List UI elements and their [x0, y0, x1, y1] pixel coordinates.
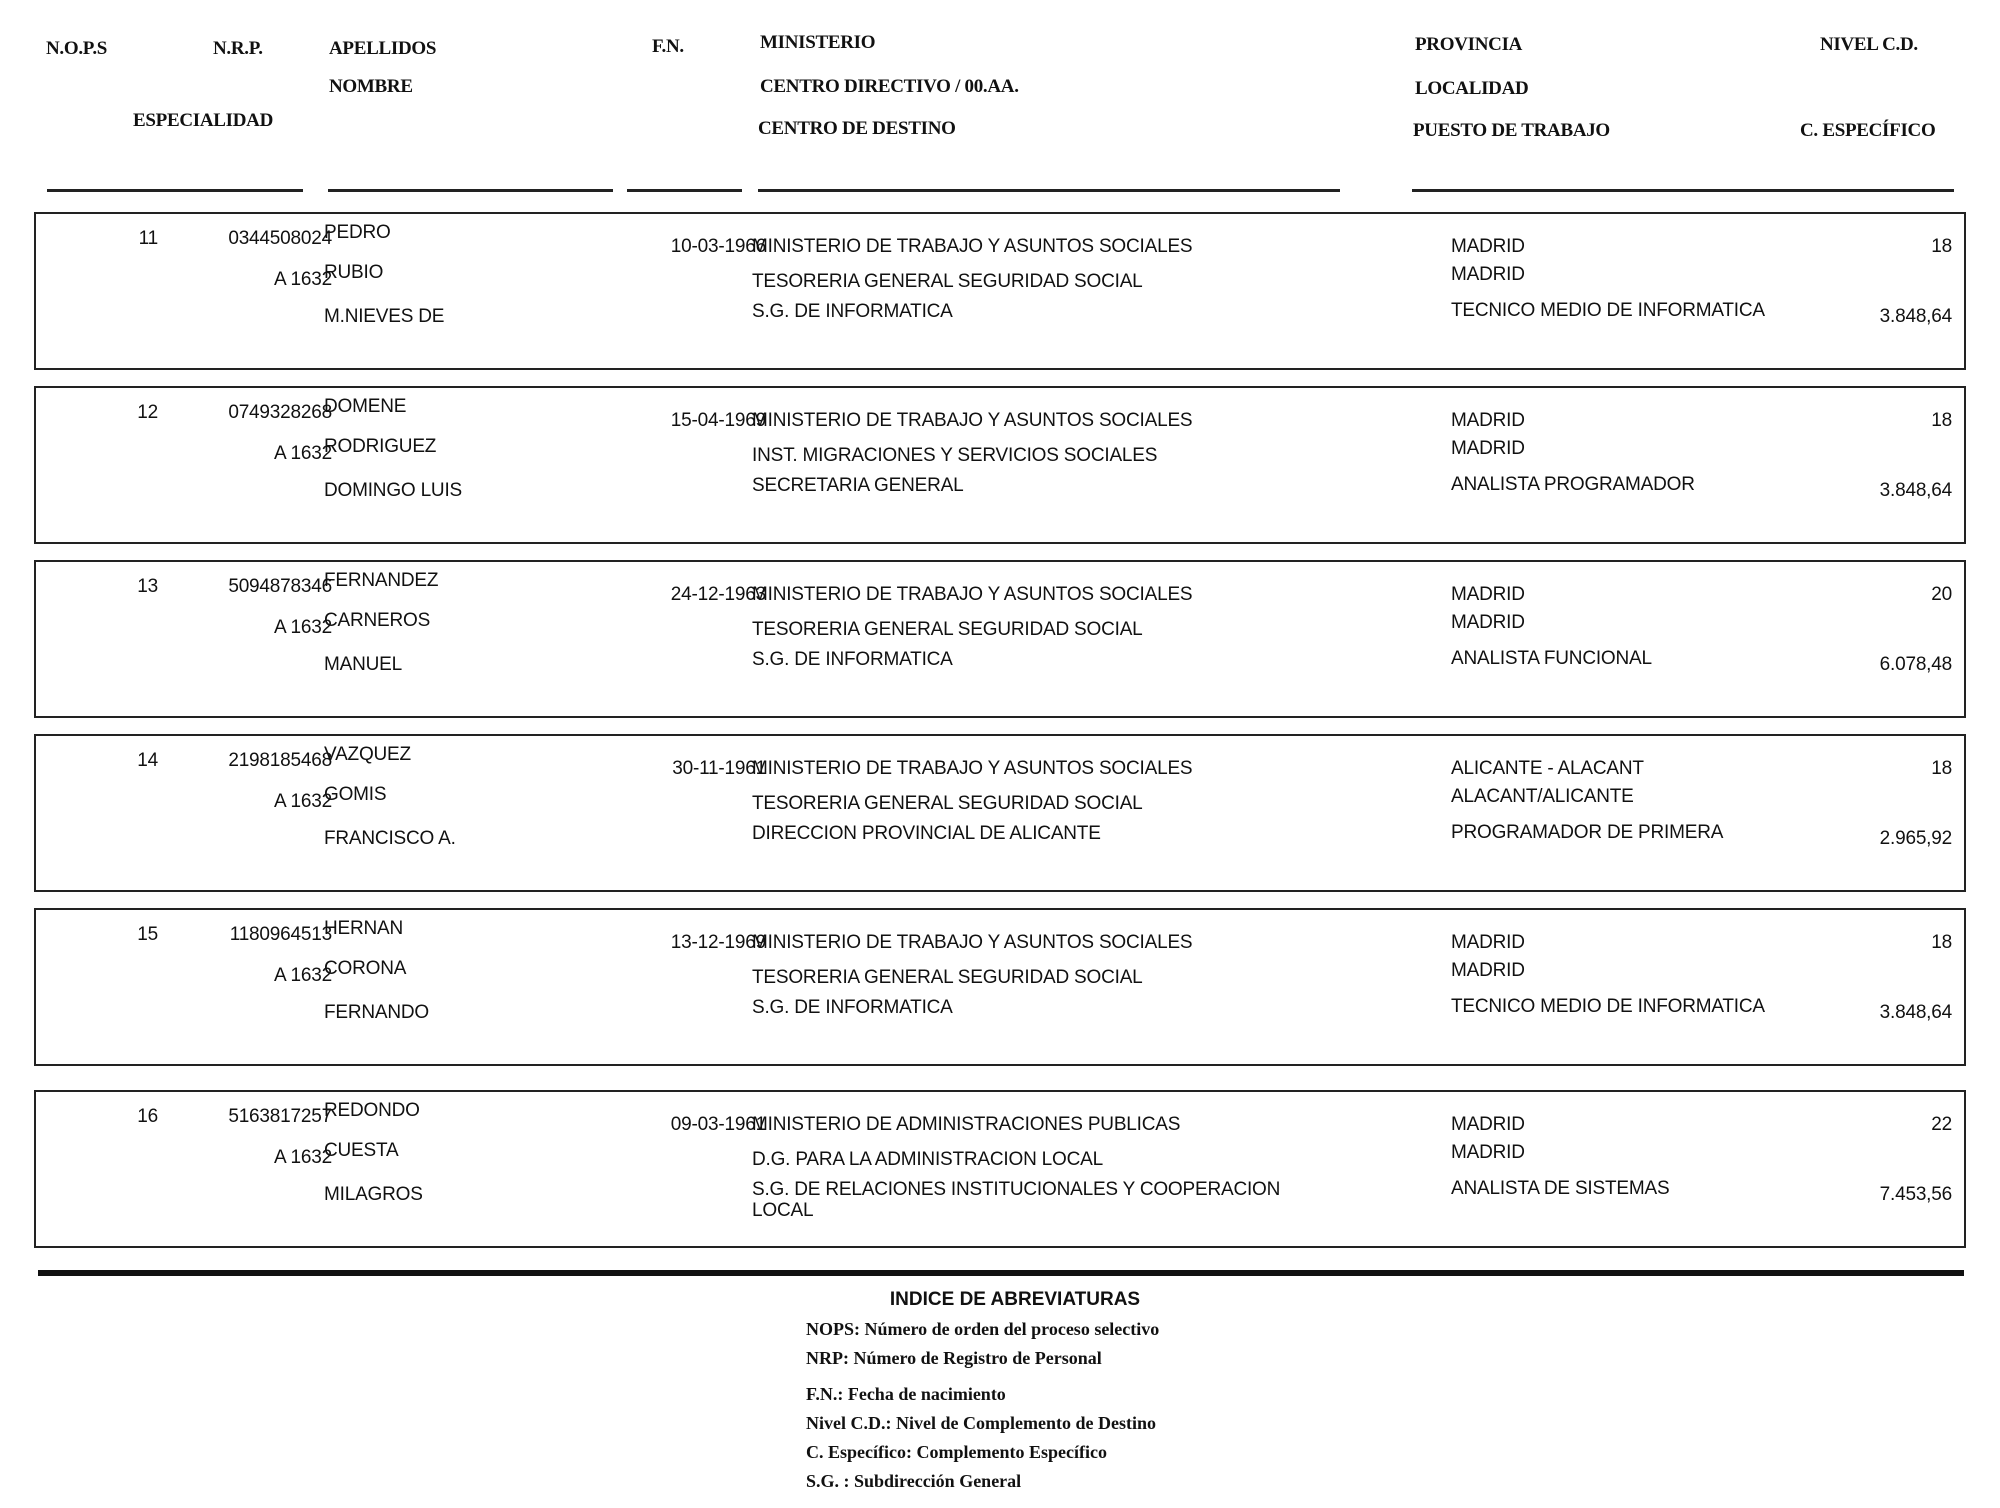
record-ministerio: MINISTERIO DE TRABAJO Y ASUNTOS SOCIALES [752, 584, 1193, 605]
record-nivel: 18 [1931, 410, 1952, 431]
record-row [34, 212, 1966, 370]
record-ap1: FERNANDEZ [324, 570, 439, 591]
record-nombre: DOMINGO LUIS [324, 480, 463, 501]
record-ap2: CUESTA [324, 1140, 399, 1161]
record-ap2: RODRIGUEZ [324, 436, 437, 457]
record-centro-directivo: TESORERIA GENERAL SEGURIDAD SOCIAL [752, 619, 1143, 640]
record-ap2: RUBIO [324, 262, 384, 283]
record-ap2: CORONA [324, 958, 407, 979]
record-nrp: 0749328268 [228, 402, 332, 423]
header-fn: F.N. [652, 36, 684, 57]
record-fn: 13-12-1969 [670, 932, 766, 953]
record-nrp: 2198185468 [228, 750, 332, 771]
record-centro-directivo: TESORERIA GENERAL SEGURIDAD SOCIAL [752, 271, 1143, 292]
record-centro-destino: SECRETARIA GENERAL [752, 475, 964, 496]
record-centro-directivo: INST. MIGRACIONES Y SERVICIOS SOCIALES [752, 445, 1158, 466]
header-underline [758, 189, 1340, 192]
record-row [34, 908, 1966, 1066]
record-ap1: VAZQUEZ [324, 744, 411, 765]
record-nops: 11 [138, 228, 158, 249]
record-nombre: FERNANDO [324, 1002, 430, 1023]
index-item: Nivel C.D.: Nivel de Complemento de Destino [806, 1413, 1156, 1433]
record-ministerio: MINISTERIO DE TRABAJO Y ASUNTOS SOCIALES [752, 236, 1193, 257]
record-centro-directivo: D.G. PARA LA ADMINISTRACION LOCAL [752, 1149, 1103, 1170]
record-nivel: 22 [1931, 1114, 1952, 1135]
record-esp: A 1632 [274, 1147, 332, 1168]
record-centro-directivo: TESORERIA GENERAL SEGURIDAD SOCIAL [752, 793, 1143, 814]
record-especifico: 3.848,64 [1879, 480, 1952, 501]
record-centro-destino: S.G. DE INFORMATICA [752, 301, 953, 322]
record-nombre: M.NIEVES DE [324, 306, 445, 327]
separator-line [38, 1270, 1964, 1276]
record-localidad: ALACANT/ALICANTE [1451, 786, 1634, 807]
header-ministerio: MINISTERIO [760, 32, 876, 53]
header-underline [328, 189, 613, 192]
record-nops: 14 [137, 750, 158, 771]
record-localidad: MADRID [1451, 1142, 1525, 1163]
record-provincia: MADRID [1451, 236, 1525, 257]
record-puesto: TECNICO MEDIO DE INFORMATICA [1451, 300, 1765, 321]
record-fn: 24-12-1963 [670, 584, 766, 605]
record-provincia: ALICANTE - ALACANT [1451, 758, 1644, 779]
record-nivel: 18 [1931, 236, 1952, 257]
record-ap1: HERNAN [324, 918, 404, 939]
record-nrp: 1180964513 [229, 924, 332, 945]
header-underline [47, 189, 303, 192]
record-ap2: GOMIS [324, 784, 387, 805]
record-nombre: MILAGROS [324, 1184, 423, 1205]
header-apellidos: APELLIDOS [329, 38, 437, 59]
header-underline [627, 189, 742, 192]
record-nrp: 0344508024 [228, 228, 332, 249]
index-item: C. Específico: Complemento Específico [806, 1442, 1107, 1462]
header-localidad: LOCALIDAD [1415, 78, 1529, 99]
record-nops: 15 [137, 924, 158, 945]
record-fn: 30-11-1961 [672, 758, 766, 779]
record-ap1: DOMENE [324, 396, 407, 417]
header-puesto: PUESTO DE TRABAJO [1413, 120, 1610, 141]
record-nrp: 5163817257 [228, 1106, 332, 1127]
record-ministerio: MINISTERIO DE TRABAJO Y ASUNTOS SOCIALES [752, 758, 1193, 779]
record-especifico: 7.453,56 [1879, 1184, 1952, 1205]
record-fn: 10-03-1966 [670, 236, 766, 257]
index-item: S.G. : Subdirección General [806, 1471, 1022, 1491]
record-especifico: 3.848,64 [1879, 1002, 1952, 1023]
record-nops: 16 [137, 1106, 158, 1127]
record-centro-destino: DIRECCION PROVINCIAL DE ALICANTE [752, 823, 1101, 844]
index-title: INDICE DE ABREVIATURAS [889, 1289, 1141, 1310]
record-ministerio: MINISTERIO DE TRABAJO Y ASUNTOS SOCIALES [752, 410, 1193, 431]
record-localidad: MADRID [1451, 438, 1525, 459]
record-ap2: CARNEROS [324, 610, 431, 631]
record-centro-destino: S.G. DE INFORMATICA [752, 649, 953, 670]
record-localidad: MADRID [1451, 960, 1525, 981]
index-item: NOPS: Número de orden del proceso selectivo [806, 1319, 1160, 1339]
header-nops: N.O.P.S [46, 38, 108, 59]
header-centro-directivo: CENTRO DIRECTIVO / 00.AA. [760, 76, 1019, 97]
record-provincia: MADRID [1451, 932, 1525, 953]
record-nivel: 18 [1931, 758, 1952, 779]
record-esp: A 1632 [274, 791, 332, 812]
record-fn: 15-04-1969 [670, 410, 766, 431]
record-fn: 09-03-1961 [670, 1114, 766, 1135]
header-nrp: N.R.P. [213, 38, 263, 59]
header-centro-destino: CENTRO DE DESTINO [758, 118, 956, 139]
record-row [34, 386, 1966, 544]
index-item: NRP: Número de Registro de Personal [806, 1348, 1102, 1368]
record-nivel: 18 [1931, 932, 1952, 953]
record-row [34, 734, 1966, 892]
record-nops: 12 [137, 402, 158, 423]
record-puesto: TECNICO MEDIO DE INFORMATICA [1451, 996, 1765, 1017]
record-centro-destino: S.G. DE RELACIONES INSTITUCIONALES Y COOPERACION LOCAL [752, 1179, 1281, 1221]
record-esp: A 1632 [274, 443, 332, 464]
header-underline [1412, 189, 1954, 192]
record-puesto: PROGRAMADOR DE PRIMERA [1451, 822, 1724, 843]
record-nops: 13 [137, 576, 158, 597]
record-nrp: 5094878346 [228, 576, 332, 597]
record-row [34, 560, 1966, 718]
record-ap1: PEDRO [324, 222, 391, 243]
record-nombre: MANUEL [324, 654, 402, 675]
record-localidad: MADRID [1451, 264, 1525, 285]
record-nombre: FRANCISCO A. [324, 828, 456, 849]
record-especifico: 2.965,92 [1879, 828, 1952, 849]
record-puesto: ANALISTA DE SISTEMAS [1451, 1178, 1670, 1199]
header-especifico: C. ESPECÍFICO [1800, 120, 1936, 141]
record-especifico: 6.078,48 [1879, 654, 1952, 675]
record-puesto: ANALISTA FUNCIONAL [1451, 648, 1652, 669]
record-esp: A 1632 [274, 269, 332, 290]
record-esp: A 1632 [274, 617, 332, 638]
record-row [34, 1090, 1966, 1248]
record-especifico: 3.848,64 [1879, 306, 1952, 327]
header-provincia: PROVINCIA [1415, 34, 1523, 55]
record-provincia: MADRID [1451, 584, 1525, 605]
record-provincia: MADRID [1451, 410, 1525, 431]
header-especialidad: ESPECIALIDAD [133, 110, 273, 131]
record-ministerio: MINISTERIO DE ADMINISTRACIONES PUBLICAS [752, 1114, 1181, 1135]
index-item: F.N.: Fecha de nacimiento [806, 1384, 1006, 1404]
header-nombre: NOMBRE [329, 76, 413, 97]
record-ministerio: MINISTERIO DE TRABAJO Y ASUNTOS SOCIALES [752, 932, 1193, 953]
record-puesto: ANALISTA PROGRAMADOR [1451, 474, 1695, 495]
record-centro-directivo: TESORERIA GENERAL SEGURIDAD SOCIAL [752, 967, 1143, 988]
record-ap1: REDONDO [324, 1100, 420, 1121]
record-provincia: MADRID [1451, 1114, 1525, 1135]
header-nivel: NIVEL C.D. [1820, 34, 1918, 55]
record-centro-destino: S.G. DE INFORMATICA [752, 997, 953, 1018]
record-esp: A 1632 [274, 965, 332, 986]
record-localidad: MADRID [1451, 612, 1525, 633]
record-nivel: 20 [1931, 584, 1952, 605]
